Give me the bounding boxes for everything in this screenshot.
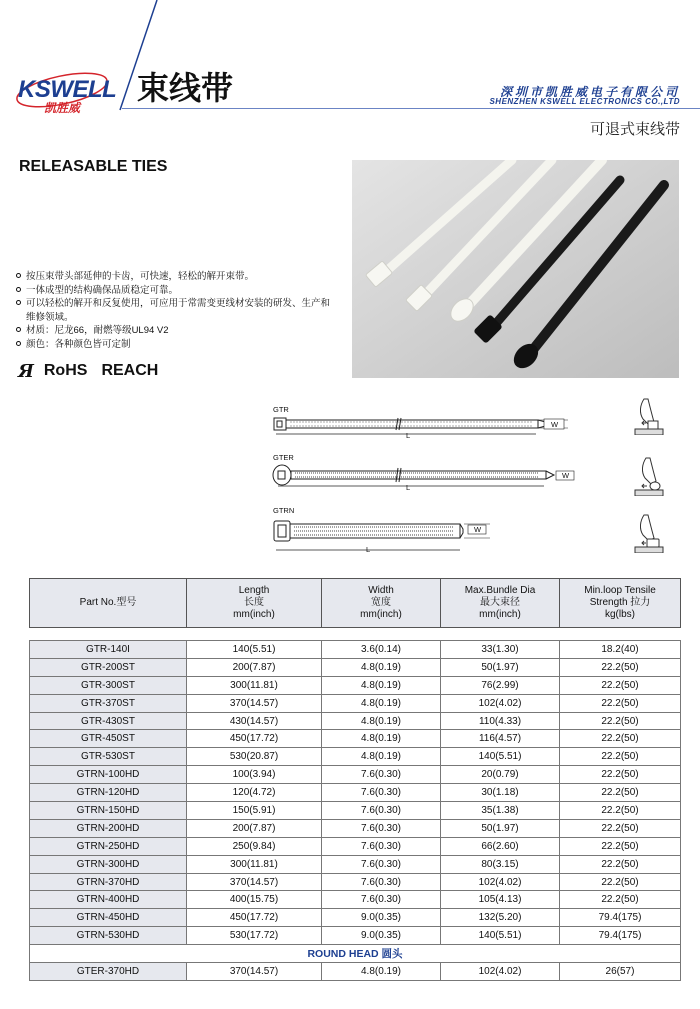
cell-bundle-dia: 20(0.79) [441, 766, 560, 784]
cell-bundle-dia: 80(3.15) [441, 855, 560, 873]
tie-drawing-gtrn [268, 506, 588, 556]
drawing-gtr [268, 405, 588, 445]
column-header-strength: Min.loop Tensile Strength 拉力 kg(lbs) [560, 579, 681, 628]
cell-length: 250(9.84) [187, 837, 322, 855]
cell-width: 3.6(0.14) [322, 641, 441, 659]
cell-length: 200(7.87) [187, 819, 322, 837]
cell-length: 450(17.72) [187, 909, 322, 927]
cell-bundle-dia: 33(1.30) [441, 641, 560, 659]
table-row [30, 730, 681, 748]
cell-part-number: GTRN-150HD [30, 802, 187, 820]
cell-bundle-dia: 102(4.02) [441, 963, 560, 981]
reach-mark: REACH [101, 362, 159, 379]
company-name-en: SHENZHEN KSWELL ELECTRONICS CO.,LTD [489, 97, 680, 106]
cell-width: 7.6(0.30) [322, 802, 441, 820]
table-row [30, 784, 681, 802]
brand-logo-cn: 凯胜威 [44, 101, 81, 115]
cell-width: 4.8(0.19) [322, 748, 441, 766]
cell-tensile-strength: 79.4(175) [560, 927, 681, 945]
cell-tensile-strength: 22.2(50) [560, 784, 681, 802]
table-row [30, 909, 681, 927]
drawing-label: GTR [273, 405, 289, 414]
bullet-icon [16, 287, 21, 292]
feature-item: 颜色：各种颜色皆可定制 [16, 338, 336, 352]
spec-table-body [30, 628, 681, 981]
cell-part-number: GTRN-200HD [30, 819, 187, 837]
cell-part-number: GTRN-120HD [30, 784, 187, 802]
cell-part-number: GTR-300ST [30, 676, 187, 694]
cell-tensile-strength: 22.2(50) [560, 694, 681, 712]
table-row [30, 891, 681, 909]
cell-length: 300(11.81) [187, 855, 322, 873]
cell-width: 7.6(0.30) [322, 891, 441, 909]
cell-part-number: GTRN-300HD [30, 855, 187, 873]
cell-part-number: GTRN-530HD [30, 927, 187, 945]
table-row [30, 927, 681, 945]
table-row [30, 873, 681, 891]
rohs-mark: RoHS [43, 362, 88, 379]
cell-tensile-strength: 22.2(50) [560, 891, 681, 909]
cell-length: 450(17.72) [187, 730, 322, 748]
cell-tensile-strength: 22.2(50) [560, 748, 681, 766]
cell-width: 7.6(0.30) [322, 873, 441, 891]
cell-length: 400(15.75) [187, 891, 322, 909]
cell-part-number: GTR-140I [30, 641, 187, 659]
cell-width: 9.0(0.35) [322, 909, 441, 927]
width-label: W [474, 525, 482, 534]
table-row [30, 819, 681, 837]
cell-part-number: GTR-200ST [30, 658, 187, 676]
drawing-gter [268, 453, 588, 497]
cell-width: 7.6(0.30) [322, 837, 441, 855]
page-title: 束线带 [137, 69, 234, 107]
cell-width: 9.0(0.35) [322, 927, 441, 945]
cell-length: 300(11.81) [187, 676, 322, 694]
table-spacer [30, 628, 681, 641]
cell-bundle-dia: 102(4.02) [441, 873, 560, 891]
column-header-length: Length 长度 mm(inch) [187, 579, 322, 628]
cell-length: 530(20.87) [187, 748, 322, 766]
cell-tensile-strength: 22.2(50) [560, 873, 681, 891]
header-divider [122, 108, 700, 109]
cell-bundle-dia: 140(5.51) [441, 927, 560, 945]
length-label: L [366, 545, 371, 554]
cell-tensile-strength: 22.2(50) [560, 766, 681, 784]
cell-tensile-strength: 26(57) [560, 963, 681, 981]
table-row [30, 658, 681, 676]
cell-length: 370(14.57) [187, 963, 322, 981]
cell-bundle-dia: 105(4.13) [441, 891, 560, 909]
cell-bundle-dia: 50(1.97) [441, 658, 560, 676]
cell-tensile-strength: 22.2(50) [560, 730, 681, 748]
bullet-icon [16, 300, 21, 305]
table-row [30, 748, 681, 766]
column-header-part: Part No.型号 [30, 579, 187, 628]
cell-length: 430(14.57) [187, 712, 322, 730]
table-row [30, 802, 681, 820]
cell-length: 370(14.57) [187, 873, 322, 891]
cell-width: 7.6(0.30) [322, 855, 441, 873]
table-row [30, 963, 681, 981]
cell-part-number: GTR-450ST [30, 730, 187, 748]
drawing-label: GTER [273, 453, 294, 462]
finger-press-icon [630, 513, 668, 553]
finger-press-icon [630, 456, 668, 496]
cell-part-number: GTRN-400HD [30, 891, 187, 909]
cell-width: 4.8(0.19) [322, 963, 441, 981]
cell-bundle-dia: 116(4.57) [441, 730, 560, 748]
cell-part-number: GTRN-250HD [30, 837, 187, 855]
column-header-bundle: Max.Bundle Dia 最大束径 mm(inch) [441, 579, 560, 628]
cell-tensile-strength: 79.4(175) [560, 909, 681, 927]
cell-tensile-strength: 22.2(50) [560, 837, 681, 855]
cell-bundle-dia: 102(4.02) [441, 694, 560, 712]
table-row [30, 676, 681, 694]
cell-length: 100(3.94) [187, 766, 322, 784]
cell-part-number: GTR-430ST [30, 712, 187, 730]
feature-item: 可以轻松的解开和反复使用，可应用于常需变更线材安装的研发、生产和维修领域。 [16, 297, 336, 324]
product-photo [352, 160, 679, 378]
table-row [30, 641, 681, 659]
cell-bundle-dia: 35(1.38) [441, 802, 560, 820]
cell-bundle-dia: 140(5.51) [441, 748, 560, 766]
bullet-icon [16, 273, 21, 278]
feature-item: 一体成型的结构确保品质稳定可靠。 [16, 284, 336, 298]
drawing-label: GTRN [273, 506, 295, 515]
drawing-gtrn [268, 506, 588, 556]
table-row [30, 837, 681, 855]
finger-press-icon [630, 395, 668, 435]
round-head-label: ROUND HEAD 圆头 [30, 945, 681, 963]
cell-tensile-strength: 22.2(50) [560, 658, 681, 676]
tie-drawing-gtr [268, 405, 588, 445]
brand-logo: KSWELL [18, 76, 117, 103]
cell-width: 4.8(0.19) [322, 676, 441, 694]
cell-part-number: GTER-370HD [30, 963, 187, 981]
cell-length: 200(7.87) [187, 658, 322, 676]
table-row [30, 712, 681, 730]
table-row [30, 855, 681, 873]
width-label: W [562, 471, 570, 480]
cell-width: 7.6(0.30) [322, 766, 441, 784]
length-label: L [406, 431, 411, 440]
cell-length: 370(14.57) [187, 694, 322, 712]
bullet-icon [16, 327, 21, 332]
cell-width: 4.8(0.19) [322, 658, 441, 676]
page-subtitle: 可退式束线带 [589, 121, 680, 138]
cell-width: 7.6(0.30) [322, 819, 441, 837]
company-name-cn: 深圳市凯胜威电子有限公司 [499, 85, 680, 99]
cell-width: 4.8(0.19) [322, 694, 441, 712]
cell-length: 140(5.51) [187, 641, 322, 659]
feature-item: 按压束带头部延伸的卡齿，可快速，轻松的解开束带。 [16, 270, 336, 284]
cell-length: 530(17.72) [187, 927, 322, 945]
cell-tensile-strength: 22.2(50) [560, 855, 681, 873]
spec-table [29, 578, 681, 981]
table-row [30, 766, 681, 784]
tie-drawing-gter [268, 453, 588, 497]
cell-part-number: GTRN-370HD [30, 873, 187, 891]
cell-tensile-strength: 22.2(50) [560, 712, 681, 730]
cell-bundle-dia: 50(1.97) [441, 819, 560, 837]
cell-width: 4.8(0.19) [322, 712, 441, 730]
feature-item: 材质：尼龙66，耐燃等级UL94 V2 [16, 324, 336, 338]
cell-bundle-dia: 66(2.60) [441, 837, 560, 855]
cell-width: 7.6(0.30) [322, 784, 441, 802]
cell-bundle-dia: 76(2.99) [441, 676, 560, 694]
section-row-round-head [30, 945, 681, 963]
cell-part-number: GTR-530ST [30, 748, 187, 766]
cell-part-number: GTRN-450HD [30, 909, 187, 927]
cell-part-number: GTR-370ST [30, 694, 187, 712]
cell-tensile-strength: 22.2(50) [560, 676, 681, 694]
feature-list [16, 270, 336, 351]
column-header-width: Width 宽度 mm(inch) [322, 579, 441, 628]
cell-bundle-dia: 110(4.33) [441, 712, 560, 730]
cell-length: 120(4.72) [187, 784, 322, 802]
table-row [30, 694, 681, 712]
bullet-icon [16, 341, 21, 346]
cell-tensile-strength: 18.2(40) [560, 641, 681, 659]
cell-tensile-strength: 22.2(50) [560, 819, 681, 837]
section-title: RELEASABLE TIES [19, 158, 168, 175]
cell-length: 150(5.91) [187, 802, 322, 820]
certification-marks [18, 360, 172, 382]
ul-logo: Я [18, 360, 32, 382]
cell-part-number: GTRN-100HD [30, 766, 187, 784]
table-header-row [30, 579, 681, 628]
page-header [0, 0, 700, 150]
length-label: L [406, 483, 411, 492]
cell-bundle-dia: 132(5.20) [441, 909, 560, 927]
cell-tensile-strength: 22.2(50) [560, 802, 681, 820]
cell-width: 4.8(0.19) [322, 730, 441, 748]
cell-bundle-dia: 30(1.18) [441, 784, 560, 802]
width-label: W [551, 420, 559, 429]
